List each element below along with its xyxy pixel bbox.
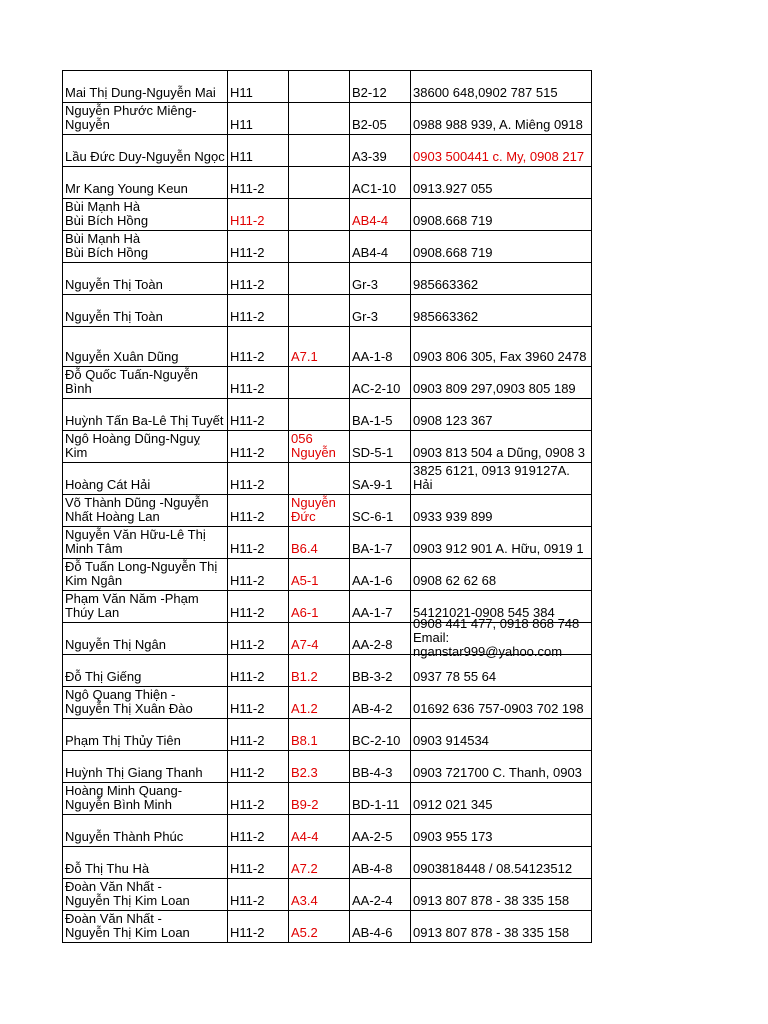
unit-text: AA-1-7 — [352, 605, 393, 620]
phone-cell[interactable] — [411, 911, 592, 943]
phone-cell[interactable] — [411, 399, 592, 431]
note-cell[interactable] — [289, 911, 350, 943]
note-cell[interactable] — [289, 495, 350, 527]
unit-text: AB4-4 — [352, 245, 389, 260]
table-row — [63, 263, 592, 295]
table-row — [63, 879, 592, 911]
unit-cell[interactable] — [350, 167, 411, 199]
building-code-cell[interactable] — [228, 655, 289, 687]
extra-text: 056 Nguyễn — [291, 431, 336, 460]
name-cell[interactable] — [63, 591, 228, 623]
unit-cell[interactable] — [350, 847, 411, 879]
building-code-cell[interactable] — [228, 623, 289, 655]
name-text: Nguyễn Văn Hữu-Lê Thị Minh Tâm — [65, 527, 206, 556]
building-code-cell[interactable] — [228, 751, 289, 783]
unit-text: BB-4-3 — [352, 765, 393, 780]
unit-cell[interactable] — [350, 879, 411, 911]
code-text: H11-2 — [230, 309, 265, 324]
code-text: H11-2 — [230, 349, 265, 364]
name-cell[interactable] — [63, 71, 228, 103]
phone-text: 3825 6121, 0913 919127A. Hải — [413, 463, 570, 492]
phone-cell[interactable] — [411, 815, 592, 847]
code-text: H11-2 — [230, 605, 265, 620]
unit-text: Gr-3 — [352, 309, 378, 324]
note-cell[interactable] — [289, 815, 350, 847]
note-cell[interactable] — [289, 623, 350, 655]
name-cell[interactable] — [63, 199, 228, 231]
phone-text: 0903 500441 c. My, 0908 217 — [413, 149, 585, 164]
phone-cell[interactable] — [411, 559, 592, 591]
name-cell[interactable] — [63, 399, 228, 431]
unit-cell[interactable] — [350, 231, 411, 263]
phone-text: 38600 648,0902 787 515 — [413, 85, 558, 100]
unit-cell[interactable] — [350, 295, 411, 327]
name-text: Đỗ Thị Thu Hà — [65, 861, 150, 876]
name-cell[interactable] — [63, 559, 228, 591]
unit-text: AC1-10 — [352, 181, 397, 196]
unit-cell[interactable] — [350, 687, 411, 719]
name-cell[interactable] — [63, 431, 228, 463]
building-code-cell[interactable] — [228, 103, 289, 135]
name-text: Ngô Quang Thiện - Nguyễn Thị Xuân Đào — [65, 687, 193, 716]
building-code-cell[interactable] — [228, 815, 289, 847]
code-text: H11-2 — [230, 765, 265, 780]
unit-text: AB-4-8 — [352, 861, 393, 876]
name-text: Đỗ Tuấn Long-Nguyễn Thị Kim Ngân — [65, 559, 218, 588]
unit-cell[interactable] — [350, 559, 411, 591]
name-cell[interactable] — [63, 911, 228, 943]
name-cell[interactable] — [63, 719, 228, 751]
unit-cell[interactable] — [350, 71, 411, 103]
unit-text: A3-39 — [352, 149, 387, 164]
name-text: Hoàng Cát Hải — [65, 477, 151, 492]
building-code-cell[interactable] — [228, 135, 289, 167]
name-text: Đỗ Thị Giếng — [65, 669, 142, 684]
phone-cell[interactable] — [411, 847, 592, 879]
name-text: Đoàn Văn Nhất - Nguyễn Thị Kim Loan — [65, 911, 190, 940]
phone-text: 0903 914534 — [413, 733, 489, 748]
code-text: H11-2 — [230, 701, 265, 716]
name-cell[interactable] — [63, 751, 228, 783]
name-text: Đoàn Văn Nhất - Nguyễn Thị Kim Loan — [65, 879, 190, 908]
code-text: H11 — [230, 149, 253, 164]
code-text: H11-2 — [230, 277, 265, 292]
phone-cell[interactable] — [411, 199, 592, 231]
table-row — [63, 847, 592, 879]
extra-text: A5-1 — [291, 573, 319, 588]
phone-text: 54121021-0908 545 384 — [413, 605, 555, 620]
note-cell[interactable] — [289, 367, 350, 399]
note-cell[interactable] — [289, 103, 350, 135]
extra-text: A7.1 — [291, 349, 318, 364]
code-text: H11-2 — [230, 573, 265, 588]
unit-text: AA-2-4 — [352, 893, 393, 908]
note-cell[interactable] — [289, 559, 350, 591]
phone-text: 0903 813 504 a Dũng, 0908 3 — [413, 445, 586, 460]
note-cell[interactable] — [289, 783, 350, 815]
unit-cell[interactable] — [350, 103, 411, 135]
table-row — [63, 231, 592, 263]
name-text: Mr Kang Young Keun — [65, 181, 188, 196]
unit-text: AA-1-8 — [352, 349, 393, 364]
phone-cell[interactable] — [411, 71, 592, 103]
note-cell[interactable] — [289, 751, 350, 783]
note-cell[interactable] — [289, 655, 350, 687]
code-text: H11-2 — [230, 829, 265, 844]
unit-text: AB-4-6 — [352, 925, 393, 940]
name-text: Nguyễn Thị Toàn — [65, 309, 163, 324]
building-code-cell[interactable] — [228, 71, 289, 103]
unit-text: BD-1-11 — [352, 797, 400, 812]
phone-cell[interactable] — [411, 295, 592, 327]
unit-cell[interactable] — [350, 399, 411, 431]
unit-cell[interactable] — [350, 623, 411, 655]
phone-text: 985663362 — [413, 277, 479, 292]
extra-text: B1.2 — [291, 669, 318, 684]
code-text: H11-2 — [230, 541, 265, 556]
name-cell[interactable] — [63, 655, 228, 687]
name-text: Hoàng Minh Quang- Nguyễn Bình Minh — [65, 783, 183, 812]
note-cell[interactable] — [289, 295, 350, 327]
phone-text: 0908 123 367 — [413, 413, 493, 428]
table-row — [63, 559, 592, 591]
building-code-cell[interactable] — [228, 559, 289, 591]
code-text: H11-2 — [230, 797, 265, 812]
building-code-cell[interactable] — [228, 367, 289, 399]
code-text: H11-2 — [230, 861, 265, 876]
code-text: H11-2 — [230, 893, 265, 908]
unit-cell[interactable] — [350, 327, 411, 367]
note-cell[interactable] — [289, 399, 350, 431]
note-cell[interactable] — [289, 71, 350, 103]
unit-text: AC-2-10 — [352, 381, 401, 396]
extra-text: B9-2 — [291, 797, 319, 812]
building-code-cell[interactable] — [228, 719, 289, 751]
name-text: Huỳnh Thị Giang Thanh — [65, 765, 203, 780]
phone-text: 0903 809 297,0903 805 189 — [413, 381, 576, 396]
phone-cell[interactable] — [411, 655, 592, 687]
code-text: H11-2 — [230, 445, 265, 460]
building-code-cell[interactable] — [228, 431, 289, 463]
phone-cell[interactable] — [411, 367, 592, 399]
table-row — [63, 103, 592, 135]
table-row — [63, 623, 592, 655]
note-cell[interactable] — [289, 431, 350, 463]
table-row — [63, 687, 592, 719]
phone-text: 01692 636 757-0903 702 198 — [413, 701, 584, 716]
note-cell[interactable] — [289, 591, 350, 623]
phone-text: 0913 807 878 - 38 335 158 — [413, 925, 570, 940]
name-cell[interactable] — [63, 231, 228, 263]
unit-text: BA-1-5 — [352, 413, 393, 428]
unit-text: BC-2-10 — [352, 733, 401, 748]
code-text: H11-2 — [230, 509, 265, 524]
unit-text: AA-2-5 — [352, 829, 393, 844]
building-code-cell[interactable] — [228, 199, 289, 231]
name-text: Đỗ Quốc Tuấn-Nguyễn Bình — [65, 367, 198, 396]
name-text: Nguyễn Thị Ngân — [65, 637, 166, 652]
code-text: H11-2 — [230, 413, 265, 428]
name-cell[interactable] — [63, 103, 228, 135]
name-cell[interactable] — [63, 879, 228, 911]
unit-cell[interactable] — [350, 431, 411, 463]
unit-cell[interactable] — [350, 751, 411, 783]
unit-cell[interactable] — [350, 495, 411, 527]
building-code-cell[interactable] — [228, 847, 289, 879]
unit-text: BA-1-7 — [352, 541, 393, 556]
phone-text: 0908.668 719 — [413, 213, 493, 228]
phone-cell[interactable] — [411, 527, 592, 559]
name-text: Nguyễn Thành Phúc — [65, 829, 184, 844]
name-text: Phạm Văn Năm -Phạm Thúy Lan — [65, 591, 199, 620]
table-row — [63, 815, 592, 847]
code-text: H11-2 — [230, 213, 265, 228]
note-cell[interactable] — [289, 231, 350, 263]
code-text: H11-2 — [230, 637, 265, 652]
table-row — [63, 431, 592, 463]
phone-text: 0988 988 939, A. Miêng 0918 — [413, 117, 583, 132]
code-text: H11 — [230, 85, 253, 100]
code-text: H11-2 — [230, 925, 265, 940]
phone-text: 0913.927 055 — [413, 181, 493, 196]
name-text: Bùi Mạnh Hà Bùi Bích Hồng — [65, 231, 149, 260]
unit-text: B2-05 — [352, 117, 387, 132]
building-code-cell[interactable] — [228, 527, 289, 559]
resident-table — [62, 70, 592, 943]
phone-cell[interactable] — [411, 687, 592, 719]
phone-text: 0937 78 55 64 — [413, 669, 497, 684]
name-text: Nguyễn Xuân Dũng — [65, 349, 179, 364]
table-row — [63, 199, 592, 231]
unit-cell[interactable] — [350, 367, 411, 399]
name-cell[interactable] — [63, 623, 228, 655]
phone-cell[interactable] — [411, 103, 592, 135]
name-cell[interactable] — [63, 135, 228, 167]
name-cell[interactable] — [63, 167, 228, 199]
unit-text: AB4-4 — [352, 213, 389, 228]
unit-cell[interactable] — [350, 199, 411, 231]
phone-cell[interactable] — [411, 783, 592, 815]
building-code-cell[interactable] — [228, 463, 289, 495]
code-text: H11-2 — [230, 733, 265, 748]
code-text: H11-2 — [230, 381, 265, 396]
phone-text: 985663362 — [413, 309, 479, 324]
extra-text: A3.4 — [291, 893, 318, 908]
name-text: Mai Thị Dung-Nguyễn Mai — [65, 85, 216, 100]
phone-text: 0903 806 305, Fax 3960 2478 — [413, 349, 587, 364]
building-code-cell[interactable] — [228, 327, 289, 367]
phone-cell[interactable] — [411, 135, 592, 167]
table-row — [63, 783, 592, 815]
name-text: Nguyễn Phước Miêng-Nguyễn — [65, 103, 197, 132]
unit-cell[interactable] — [350, 783, 411, 815]
phone-cell[interactable] — [411, 719, 592, 751]
note-cell[interactable] — [289, 847, 350, 879]
note-cell[interactable] — [289, 687, 350, 719]
name-text: Ngô Hoàng Dũng-Nguỵ Kim — [65, 431, 201, 460]
unit-text: SC-6-1 — [352, 509, 394, 524]
name-cell[interactable] — [63, 687, 228, 719]
unit-cell[interactable] — [350, 463, 411, 495]
note-cell[interactable] — [289, 199, 350, 231]
unit-text: AA-1-6 — [352, 573, 393, 588]
name-cell[interactable] — [63, 463, 228, 495]
extra-text: A1.2 — [291, 701, 318, 716]
building-code-cell[interactable] — [228, 687, 289, 719]
name-text: Nguyễn Thị Toàn — [65, 277, 163, 292]
unit-text: SD-5-1 — [352, 445, 394, 460]
phone-text: 0903818448 / 08.54123512 — [413, 861, 573, 876]
phone-text: 0913 807 878 - 38 335 158 — [413, 893, 570, 908]
name-cell[interactable] — [63, 783, 228, 815]
unit-text: Gr-3 — [352, 277, 378, 292]
phone-cell[interactable] — [411, 616, 592, 659]
extra-text: B6.4 — [291, 541, 318, 556]
extra-text: A5.2 — [291, 925, 318, 940]
building-code-cell[interactable] — [228, 295, 289, 327]
building-code-cell[interactable] — [228, 591, 289, 623]
phone-text: 0908.668 719 — [413, 245, 493, 260]
building-code-cell[interactable] — [228, 263, 289, 295]
phone-text: 0933 939 899 — [413, 509, 493, 524]
name-text: Bùi Mạnh Hà Bùi Bích Hồng — [65, 199, 149, 228]
building-code-cell[interactable] — [228, 399, 289, 431]
building-code-cell[interactable] — [228, 911, 289, 943]
phone-text: 0903 912 901 A. Hữu, 0919 1 — [413, 541, 584, 556]
unit-cell[interactable] — [350, 263, 411, 295]
phone-cell[interactable] — [411, 231, 592, 263]
phone-cell[interactable] — [411, 463, 592, 495]
phone-text: 0908 62 62 68 — [413, 573, 497, 588]
phone-cell[interactable] — [411, 751, 592, 783]
phone-cell[interactable] — [411, 167, 592, 199]
note-cell[interactable] — [289, 527, 350, 559]
name-text: Phạm Thị Thủy Tiên — [65, 733, 181, 748]
phone-cell[interactable] — [411, 327, 592, 367]
unit-cell[interactable] — [350, 815, 411, 847]
note-cell[interactable] — [289, 167, 350, 199]
unit-text: AB-4-2 — [352, 701, 393, 716]
name-cell[interactable] — [63, 527, 228, 559]
note-cell[interactable] — [289, 879, 350, 911]
name-text: Lầu Đức Duy-Nguyễn Ngọc — [65, 149, 225, 164]
extra-text: B2.3 — [291, 765, 318, 780]
note-cell[interactable] — [289, 327, 350, 367]
name-cell[interactable] — [63, 815, 228, 847]
unit-cell[interactable] — [350, 719, 411, 751]
extra-text: B8.1 — [291, 733, 318, 748]
unit-cell[interactable] — [350, 911, 411, 943]
name-text: Võ Thành Dũng -Nguyễn Nhất Hoàng Lan — [65, 495, 209, 524]
phone-text: 0908 441 477, 0918 868 748 Email: nganstar999@yahoo.com — [413, 616, 580, 659]
table-row — [63, 295, 592, 327]
table-row — [63, 911, 592, 943]
note-cell[interactable] — [289, 463, 350, 495]
note-cell[interactable] — [289, 263, 350, 295]
unit-cell[interactable] — [350, 527, 411, 559]
note-cell[interactable] — [289, 135, 350, 167]
code-text: H11-2 — [230, 477, 265, 492]
unit-cell[interactable] — [350, 135, 411, 167]
extra-text: A4-4 — [291, 829, 319, 844]
building-code-cell[interactable] — [228, 495, 289, 527]
table-row — [63, 367, 592, 399]
table-row — [63, 327, 592, 367]
phone-cell[interactable] — [411, 431, 592, 463]
unit-text: SA-9-1 — [352, 477, 393, 492]
phone-text: 0912 021 345 — [413, 797, 493, 812]
extra-text: A7.2 — [291, 861, 318, 876]
phone-cell[interactable] — [411, 495, 592, 527]
table-row — [63, 655, 592, 687]
extra-text: A7-4 — [291, 637, 319, 652]
extra-text: Nguyễn Đức — [291, 495, 336, 524]
phone-cell[interactable] — [411, 879, 592, 911]
unit-cell[interactable] — [350, 655, 411, 687]
name-cell[interactable] — [63, 847, 228, 879]
table-row — [63, 71, 592, 103]
code-text: H11-2 — [230, 181, 265, 196]
code-text: H11-2 — [230, 669, 265, 684]
unit-text: AA-2-8 — [352, 637, 393, 652]
table-row — [63, 751, 592, 783]
name-cell[interactable] — [63, 327, 228, 367]
table-row — [63, 135, 592, 167]
table-row — [63, 527, 592, 559]
phone-cell[interactable] — [411, 263, 592, 295]
note-cell[interactable] — [289, 719, 350, 751]
building-code-cell[interactable] — [228, 167, 289, 199]
name-text: Huỳnh Tấn Ba-Lê Thị Tuyết — [65, 413, 224, 428]
extra-text: A6-1 — [291, 605, 319, 620]
building-code-cell[interactable] — [228, 879, 289, 911]
phone-text: 0903 721700 C. Thanh, 0903 — [413, 765, 582, 780]
table-row — [63, 495, 592, 527]
building-code-cell[interactable] — [228, 783, 289, 815]
name-cell[interactable] — [63, 295, 228, 327]
name-cell[interactable] — [63, 495, 228, 527]
name-cell[interactable] — [63, 367, 228, 399]
code-text: H11-2 — [230, 245, 265, 260]
unit-text: B2-12 — [352, 85, 387, 100]
building-code-cell[interactable] — [228, 231, 289, 263]
code-text: H11 — [230, 117, 253, 132]
name-cell[interactable] — [63, 263, 228, 295]
unit-text: BB-3-2 — [352, 669, 393, 684]
table-body — [63, 71, 592, 943]
table-row — [63, 463, 592, 495]
table-row — [63, 719, 592, 751]
table-row — [63, 399, 592, 431]
unit-cell[interactable] — [350, 591, 411, 623]
table-row — [63, 167, 592, 199]
phone-text: 0903 955 173 — [413, 829, 493, 844]
